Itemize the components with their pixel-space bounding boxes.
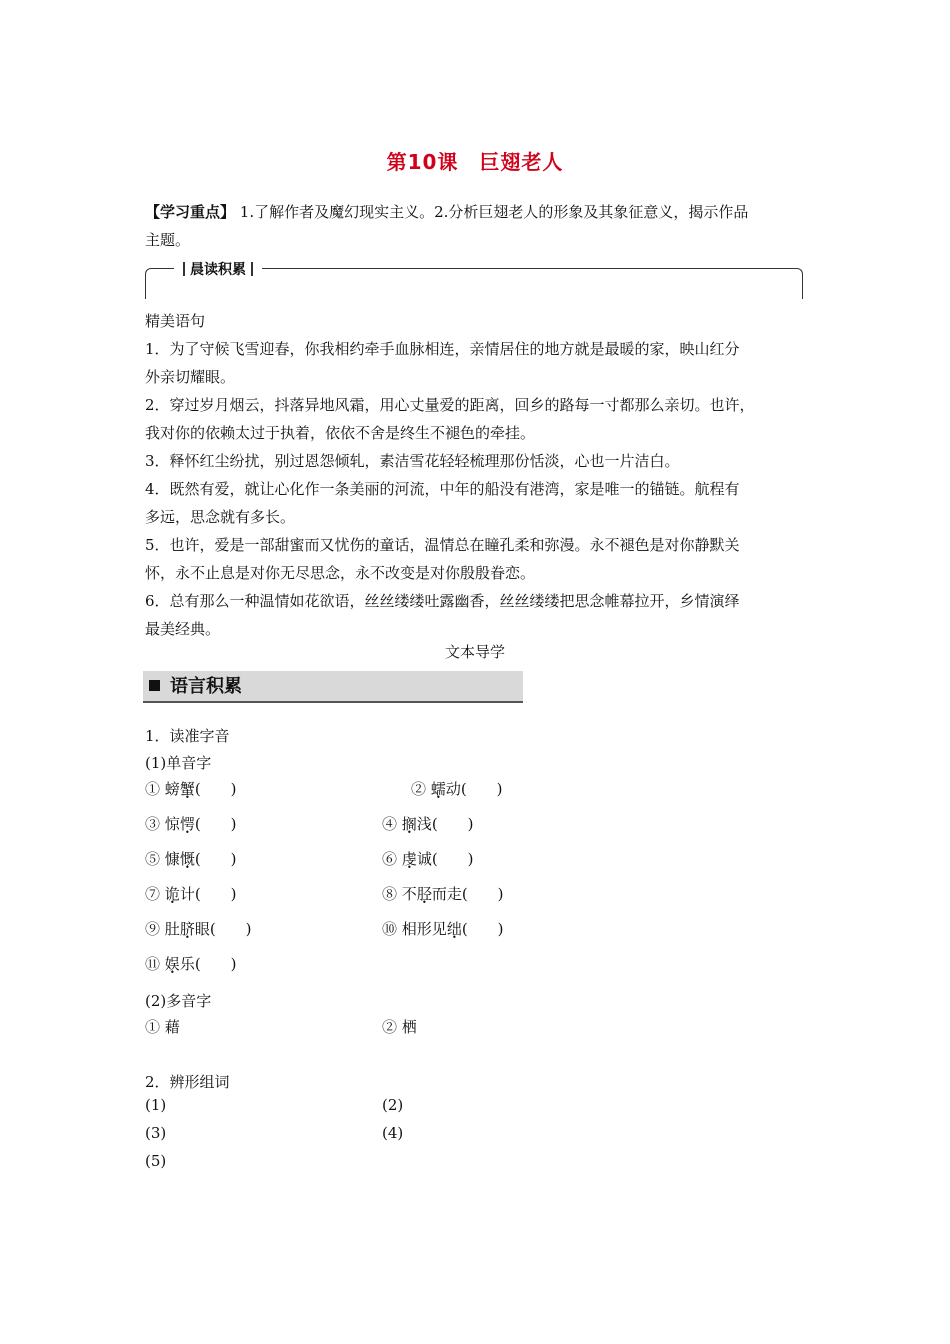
section-tag (174, 259, 262, 279)
sound-item: ⑤ 慷慨( ) (145, 850, 237, 868)
shape-word-item: (2) (382, 1096, 404, 1114)
sound-item: ⑨ 肚脐眼( ) (145, 920, 252, 938)
sentence-line: 外亲切耀眼。 (145, 368, 236, 386)
multi-sound-item: ① 藉 (145, 1018, 180, 1036)
shape-word-item: (1) (145, 1096, 167, 1114)
sentence-line: 2．穿过岁月烟云，抖落异地风霜，用心丈量爱的距离，回乡的路每一寸都那么亲切。也许， (145, 396, 755, 414)
sentence-line: 怀，永不止息是对你无尽思念，永不改变是对你殷殷眷恋。 (145, 564, 536, 582)
sound-item: ① 螃蟹( ) (145, 780, 237, 798)
read-sound-heading: 1．读准字音 (145, 727, 230, 745)
page-title: 第10课 巨翅老人 (386, 150, 564, 174)
lang-accumulation-header (143, 671, 523, 703)
sound-item: ⑩ 相形见绌( ) (382, 920, 504, 938)
sentence-line: 我对你的依赖太过于执着，依依不舍是终生不褪色的牵挂。 (145, 424, 536, 442)
sound-item: ⑦ 诡计( ) (145, 885, 237, 903)
shape-word-item: (5) (145, 1152, 167, 1170)
single-sound-heading: (1)单音字 (145, 754, 212, 772)
fine-sentences-heading: 精美语句 (145, 312, 206, 330)
sound-item: ⑧ 不胫而走( ) (382, 885, 504, 903)
section-tag-label: 晨读积累 (190, 262, 246, 278)
study-focus-text: 1.了解作者及魔幻现实主义。2.分析巨翅老人的形象及其象征意义，揭示作品 (235, 203, 749, 221)
guide-heading: 文本导学 (444, 643, 505, 661)
study-focus (145, 201, 748, 222)
shape-words-heading: 2．辨形组词 (145, 1073, 230, 1091)
sound-item: ⑪ 娱乐( ) (145, 955, 237, 973)
square-bullet-icon (149, 680, 160, 691)
multi-sound-heading: (2)多音字 (145, 992, 212, 1010)
sentence-line: 5．也许，爱是一部甜蜜而又忧伤的童话，温情总在瞳孔柔和弥漫。永不褪色是对你静默关 (145, 536, 740, 554)
sentence-line: 3．释怀红尘纷扰，别过恩怨倾轧，素洁雪花轻轻梳理那份恬淡，心也一片洁白。 (145, 452, 680, 470)
shape-word-item: (4) (382, 1124, 404, 1142)
sentence-line: 4．既然有爱，就让心化作一条美丽的河流，中年的船没有港湾，家是唯一的锚链。航程有 (145, 480, 740, 498)
shape-word-item: (3) (145, 1124, 167, 1142)
sound-item: ⑥ 虔诚( ) (382, 850, 474, 868)
sentence-line: 1．为了守候飞雪迎春，你我相约牵手血脉相连，亲情居住的地方就是最暖的家，映山红分 (145, 340, 740, 358)
multi-sound-item: ② 栖 (382, 1018, 417, 1036)
sentence-line: 最美经典。 (145, 620, 221, 638)
study-focus-continued: 主题。 (145, 231, 191, 249)
sentence-line: 多远，思念就有多长。 (145, 508, 296, 526)
lang-header-label: 语言积累 (170, 676, 242, 697)
sound-item: ③ 惊愕( ) (145, 815, 237, 833)
sound-item: ④ 搁浅( ) (382, 815, 474, 833)
study-focus-label: 【学习重点】 (145, 203, 236, 221)
sound-item: ② 蠕动( ) (411, 780, 503, 798)
sentence-line: 6．总有那么一种温情如花欲语，丝丝缕缕吐露幽香，丝丝缕缕把思念帷幕拉开，乡情演绎 (145, 592, 740, 610)
